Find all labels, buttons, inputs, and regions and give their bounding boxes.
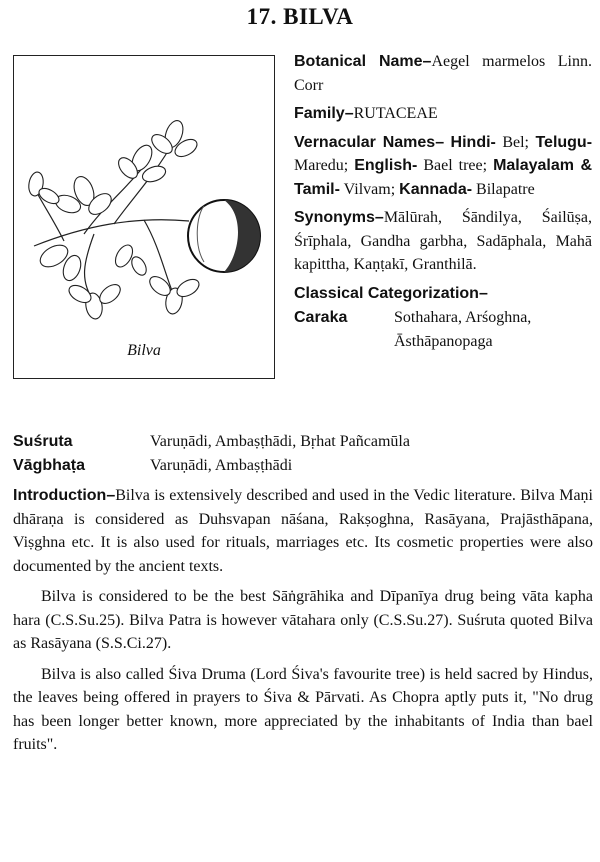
- figure-caption: Bilva: [127, 342, 161, 359]
- susruta-value: Varuṇādi, Ambaṣṭhādi, Bṛhat Pañcamūla: [150, 433, 410, 450]
- introduction-paragraph: [13, 484, 593, 578]
- hindi-value: Bel;: [502, 133, 529, 151]
- bilva-illustration-frame: [13, 55, 275, 379]
- synonyms: [294, 206, 592, 277]
- caraka-value: Sothahara, Arśoghna, Āsthāpanopaga: [394, 309, 532, 350]
- vagbhata-label: Vāgbhaṭa: [13, 456, 86, 474]
- susruta-label: Suśruta: [13, 433, 73, 450]
- english-value: Bael tree;: [423, 157, 488, 174]
- family-value: RUTACEAE: [353, 105, 438, 122]
- bilva-plant-illustration: [24, 96, 264, 326]
- caraka-label: Caraka: [294, 309, 348, 326]
- malayalam-label: Malayalam & Tamil-: [294, 157, 592, 198]
- botanical-label: Botanical Name–: [294, 53, 432, 70]
- hindi-label: Hindi-: [450, 133, 496, 151]
- page-title: 17. BILVA: [246, 4, 354, 29]
- introduction-text: Bilva is extensively described and used in the Vedic literature. Bilva Maṇi dhāraṇa is considered as Duhsvapan nāśana, Rakṣoghna, Rasāyana, Prajāsthāpana, Viṣghna etc. It is also used for rituals, marriages etc. Its cosmetic properties were also documented by the ancient texts.: [13, 487, 593, 575]
- vagbhata-row: [13, 454, 593, 478]
- susruta-row: [13, 430, 593, 454]
- classical-heading-row: [294, 282, 592, 306]
- paragraph-2: Bilva is considered to be the best Sāṅgrāhika and Dīpanīya drug being vāta kapha hara (C.S.Su.25). Bilva Patra is however vātahara only (C.S.Su.27). Suśruta quoted Bilva as Rasāyana (S.S.Ci.27).: [13, 588, 593, 652]
- kannada-value: Bilapatre: [476, 180, 535, 198]
- main-text: [13, 430, 593, 757]
- introduction-label: Introduction–: [13, 487, 116, 504]
- botanical-value: Aegel marmelos Linn. Corr: [294, 53, 592, 94]
- right-column: [294, 50, 592, 356]
- vernacular-names: [294, 131, 592, 202]
- botanical-name: [294, 50, 592, 97]
- classical-heading: Classical Categorization–: [294, 284, 488, 302]
- vagbhata-value: Varuṇādi, Ambaṣṭhādi: [150, 456, 293, 474]
- kannada-label: Kannada-: [399, 180, 473, 198]
- telugu-label: Telugu-: [535, 133, 593, 151]
- family-label: Family–: [294, 105, 354, 122]
- synonyms-label: Synonyms–: [294, 209, 384, 226]
- malayalam-value: Vilvam;: [343, 180, 396, 198]
- paragraph-3: Bilva is also called Śiva Druma (Lord Śiva's favourite tree) is held sacred by Hindus, the leaves being offered in prayers to Śiva & Pārvati. As Chopra aptly puts it, "No drug has been longer better known, more appreciated by the inhabitants of India than bael fruits".: [13, 665, 593, 753]
- caraka-row: [294, 306, 592, 356]
- english-label: English-: [354, 157, 418, 174]
- synonyms-value: Mālūrah, Śāndilya, Śailūṣa, Śrīphala, Gandha garbha, Sadāphala, Mahā kapittha, Kaṇṭakī, Granthilā.: [294, 209, 592, 273]
- vernacular-label: Vernacular Names–: [294, 133, 445, 151]
- family: [294, 102, 592, 126]
- telugu-value: Maredu;: [294, 157, 349, 174]
